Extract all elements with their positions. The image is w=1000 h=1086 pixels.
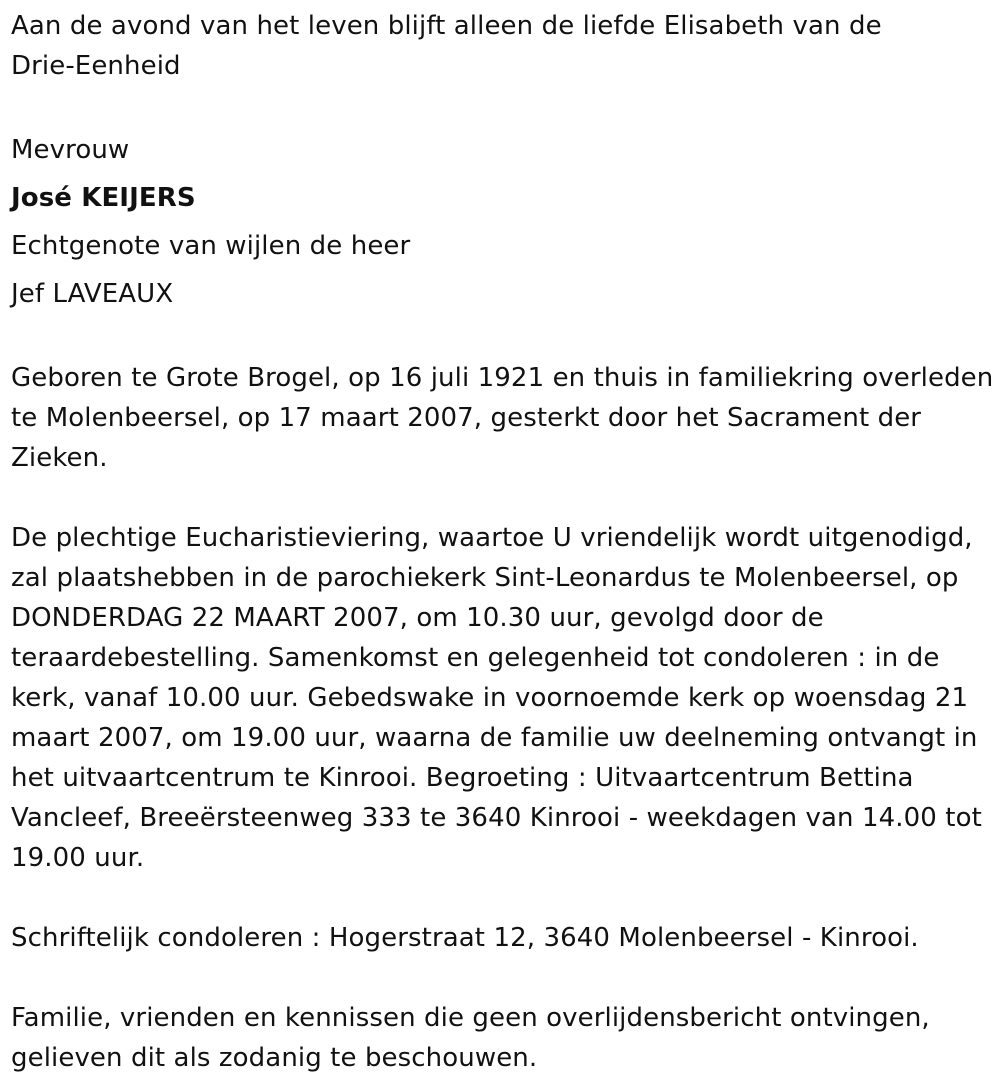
- deceased-block: [11, 126, 1000, 318]
- spacer: [11, 318, 1000, 358]
- closing-note-paragraph: Familie, vrienden en kennissen die geen overlijdensbericht ontvingen, gelieven dit als zodanig te beschouwen.: [11, 1003, 930, 1073]
- deceased-name: José KEIJERS: [11, 183, 196, 213]
- spacer: [11, 478, 1000, 518]
- spacer: [11, 878, 1000, 918]
- spacer: [11, 86, 1000, 126]
- spacer: [11, 958, 1000, 998]
- funeral-paragraph: De plechtige Eucharistieviering, waartoe U vriendelijk wordt uitgenodigd, zal plaatshebben in de parochiekerk Sint-Leonardus te Molenbeersel, op DONDERDAG 22 MAART 2007, om 10.30 uur, gevolgd door de teraardebestelling. Samenkomst en gelegenheid tot condoleren : in de kerk, vanaf 10.00 uur. Gebedswake in voornoemde kerk op woensdag 21 maart 2007, om 19.00 uur, waarna de familie uw deelneming ontvangt in het uitvaartcentrum te Kinrooi. Begroeting : Uitvaartcentrum Bettina Vancleef, Breeërsteenweg 333 te 3640 Kinrooi - weekdagen van 14.00 tot 19.00 uur.: [11, 523, 982, 873]
- spouse-name: Jef LAVEAUX: [11, 279, 174, 309]
- spouse-intro: Echtgenote van wijlen de heer: [11, 231, 411, 261]
- salutation: Mevrouw: [11, 135, 130, 165]
- birth-death-paragraph: Geboren te Grote Brogel, op 16 juli 1921 en thuis in familiekring overleden te Molenbeersel, op 17 maart 2007, gesterkt door het Sacrament der Zieken.: [11, 363, 994, 473]
- motto-text: Aan de avond van het leven blijft alleen de liefde Elisabeth van de Drie-Eenheid: [11, 11, 882, 81]
- written-condolences-paragraph: Schriftelijk condoleren : Hogerstraat 12, 3640 Molenbeersel - Kinrooi.: [11, 923, 919, 953]
